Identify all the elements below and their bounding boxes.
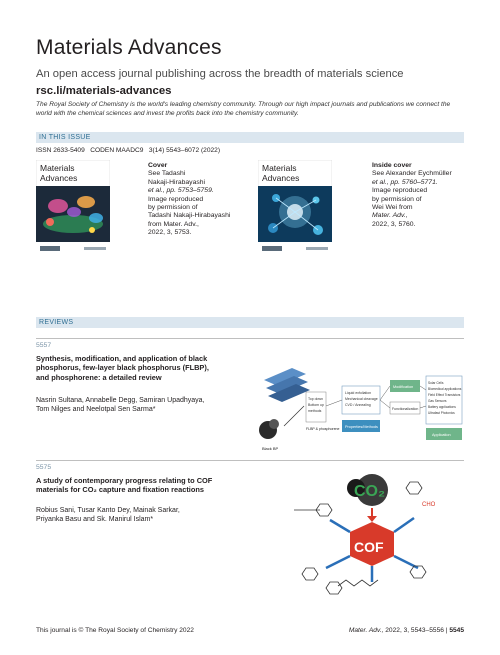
label-black-bp: Black BP (262, 446, 279, 451)
svg-text:methods: methods (308, 409, 322, 413)
cof-graphic (290, 470, 450, 600)
cover-title-line1: Materials (40, 163, 75, 173)
inside-cover-title-line2: Advances (262, 173, 300, 183)
reviews-heading: REVIEWS (39, 319, 74, 326)
footer-page-number: 5545 (449, 627, 464, 634)
svg-text:Bottom up: Bottom up (308, 403, 324, 407)
svg-text:Mechanical cleavage: Mechanical cleavage (345, 397, 378, 401)
svg-text:Liquid exfoliation: Liquid exfoliation (345, 391, 372, 395)
cover-line: by permission of (148, 204, 198, 212)
footer-citation-text: 2022, 3, 5543–5556 (383, 627, 444, 634)
cover-line: Image reproduced (148, 195, 204, 203)
inside-cover-label: Inside cover (372, 162, 412, 169)
journal-tagline: An open access journal publishing across the breadth of materials science (36, 68, 404, 80)
svg-text:Modification: Modification (393, 385, 414, 389)
cof-label: COF (354, 539, 384, 555)
issn-line (36, 147, 220, 154)
footer-citation (300, 627, 464, 634)
inside-cover-title-line1: Materials (262, 163, 297, 173)
graphical-abstract-art (256, 356, 466, 452)
inside-cover-line: et al., pp. 5760–5771. (372, 178, 438, 186)
article-title-line: materials for CO₂ capture and fixation reactions (36, 485, 204, 495)
rsc-description: The Royal Society of Chemistry is the world's leading chemistry community. Through our high impact journals and publications we connect the world with the chemical sciences and invest the profits back into the chemistry community. (36, 101, 451, 117)
svg-text:Functionalization: Functionalization (392, 407, 419, 411)
inside-cover-line: Mater. Adv., (372, 212, 408, 220)
cover-caption (148, 162, 248, 238)
inside-cover-caption (372, 162, 467, 229)
bp-layers (264, 368, 310, 402)
label-flbp: FLBP & phosphorene (306, 427, 340, 431)
svg-text:Biomedical applications: Biomedical applications (428, 387, 462, 391)
inside-cover-image[interactable] (258, 160, 332, 256)
footer-separator: | (443, 627, 450, 634)
journal-url[interactable]: rsc.li/materials-advances (36, 85, 172, 97)
cover-title-line2: Advances (40, 173, 78, 183)
footer-journal-abbr: Mater. Adv., (348, 627, 384, 634)
svg-text:Top down: Top down (308, 397, 323, 401)
article-graphical-abstract[interactable] (290, 470, 450, 600)
author-line: Robius Sani, Tusar Kanto Dey, Mainak Sarkar, (36, 507, 180, 514)
cho-label: CHO (422, 502, 436, 508)
cover-line: et al., pp. 5753–5759. (148, 187, 214, 195)
cover-line: Nakaji-Hirabayashi (148, 178, 206, 186)
divider (36, 338, 464, 339)
svg-text:Battery applications: Battery applications (428, 405, 456, 409)
inside-cover-line: Wei Wei from (372, 204, 413, 212)
svg-text:CVD / Annealing: CVD / Annealing (345, 403, 371, 407)
cover-label: Cover (148, 162, 168, 169)
in-this-issue-bar (36, 132, 464, 143)
svg-text:Field Effect Transistors: Field Effect Transistors (428, 393, 461, 397)
cover-line: Tadashi Nakaji-Hirabayashi (148, 212, 231, 220)
author-line: Nasrin Sultana, Annabelle Degg, Samiran Upadhyaya, (36, 397, 205, 404)
volume-info: 3(14) 5543–6072 (2022) (148, 147, 221, 154)
article-title-line: phosphorus, few-layer black phosphorus (FLBP), (36, 363, 209, 373)
footer-copyright: This journal is © The Royal Society of Chemistry 2022 (36, 627, 194, 634)
inside-cover-art (258, 160, 332, 256)
author-line: Priyanka Basu and Sk. Manirul Islam* (36, 515, 154, 523)
coden: CODEN MAADC9 (90, 147, 144, 154)
journal-title: Materials Advances (36, 36, 222, 59)
article-title-line: A study of contemporary progress relating to COF (36, 476, 213, 485)
cover-line: 2022, 3, 5753. (148, 229, 192, 237)
cover-line: See Tadashi (148, 170, 186, 178)
svg-text:Gas Sensors: Gas Sensors (428, 399, 447, 403)
cover-art (36, 160, 110, 256)
article-title[interactable] (36, 354, 244, 382)
cover-image[interactable] (36, 160, 110, 256)
article-authors (36, 507, 244, 525)
article-page-number[interactable]: 5575 (36, 464, 52, 471)
article-title[interactable] (36, 476, 244, 495)
svg-text:Ultrafast Photonics: Ultrafast Photonics (428, 411, 455, 415)
inside-cover-line: 2022, 3, 5760. (372, 220, 416, 228)
co2-label: CO₂ (354, 483, 386, 500)
divider (36, 460, 464, 461)
inside-cover-line: Image reproduced (372, 187, 428, 195)
article-authors (36, 397, 244, 415)
svg-text:Solar Cells: Solar Cells (428, 381, 444, 385)
author-line: Tom Nilges and Neelotpal Sen Sarma* (36, 405, 156, 413)
issn: ISSN 2633-5409 (36, 147, 85, 154)
article-graphical-abstract[interactable] (256, 356, 466, 452)
reviews-bar (36, 317, 464, 328)
cover-line: from Mater. Adv., (148, 220, 199, 228)
label-properties: Properties/Methods (345, 425, 378, 429)
in-this-issue-heading: IN THIS ISSUE (39, 134, 91, 141)
inside-cover-line: See Alexander Eychmüller (372, 170, 452, 178)
label-application: Application (432, 433, 451, 437)
inside-cover-line: by permission of (372, 195, 422, 203)
article-page-number[interactable]: 5557 (36, 342, 52, 349)
article-title-line: Synthesis, modification, and application of black (36, 354, 208, 363)
article-title-line: and phosphorene: a detailed review (36, 372, 162, 382)
